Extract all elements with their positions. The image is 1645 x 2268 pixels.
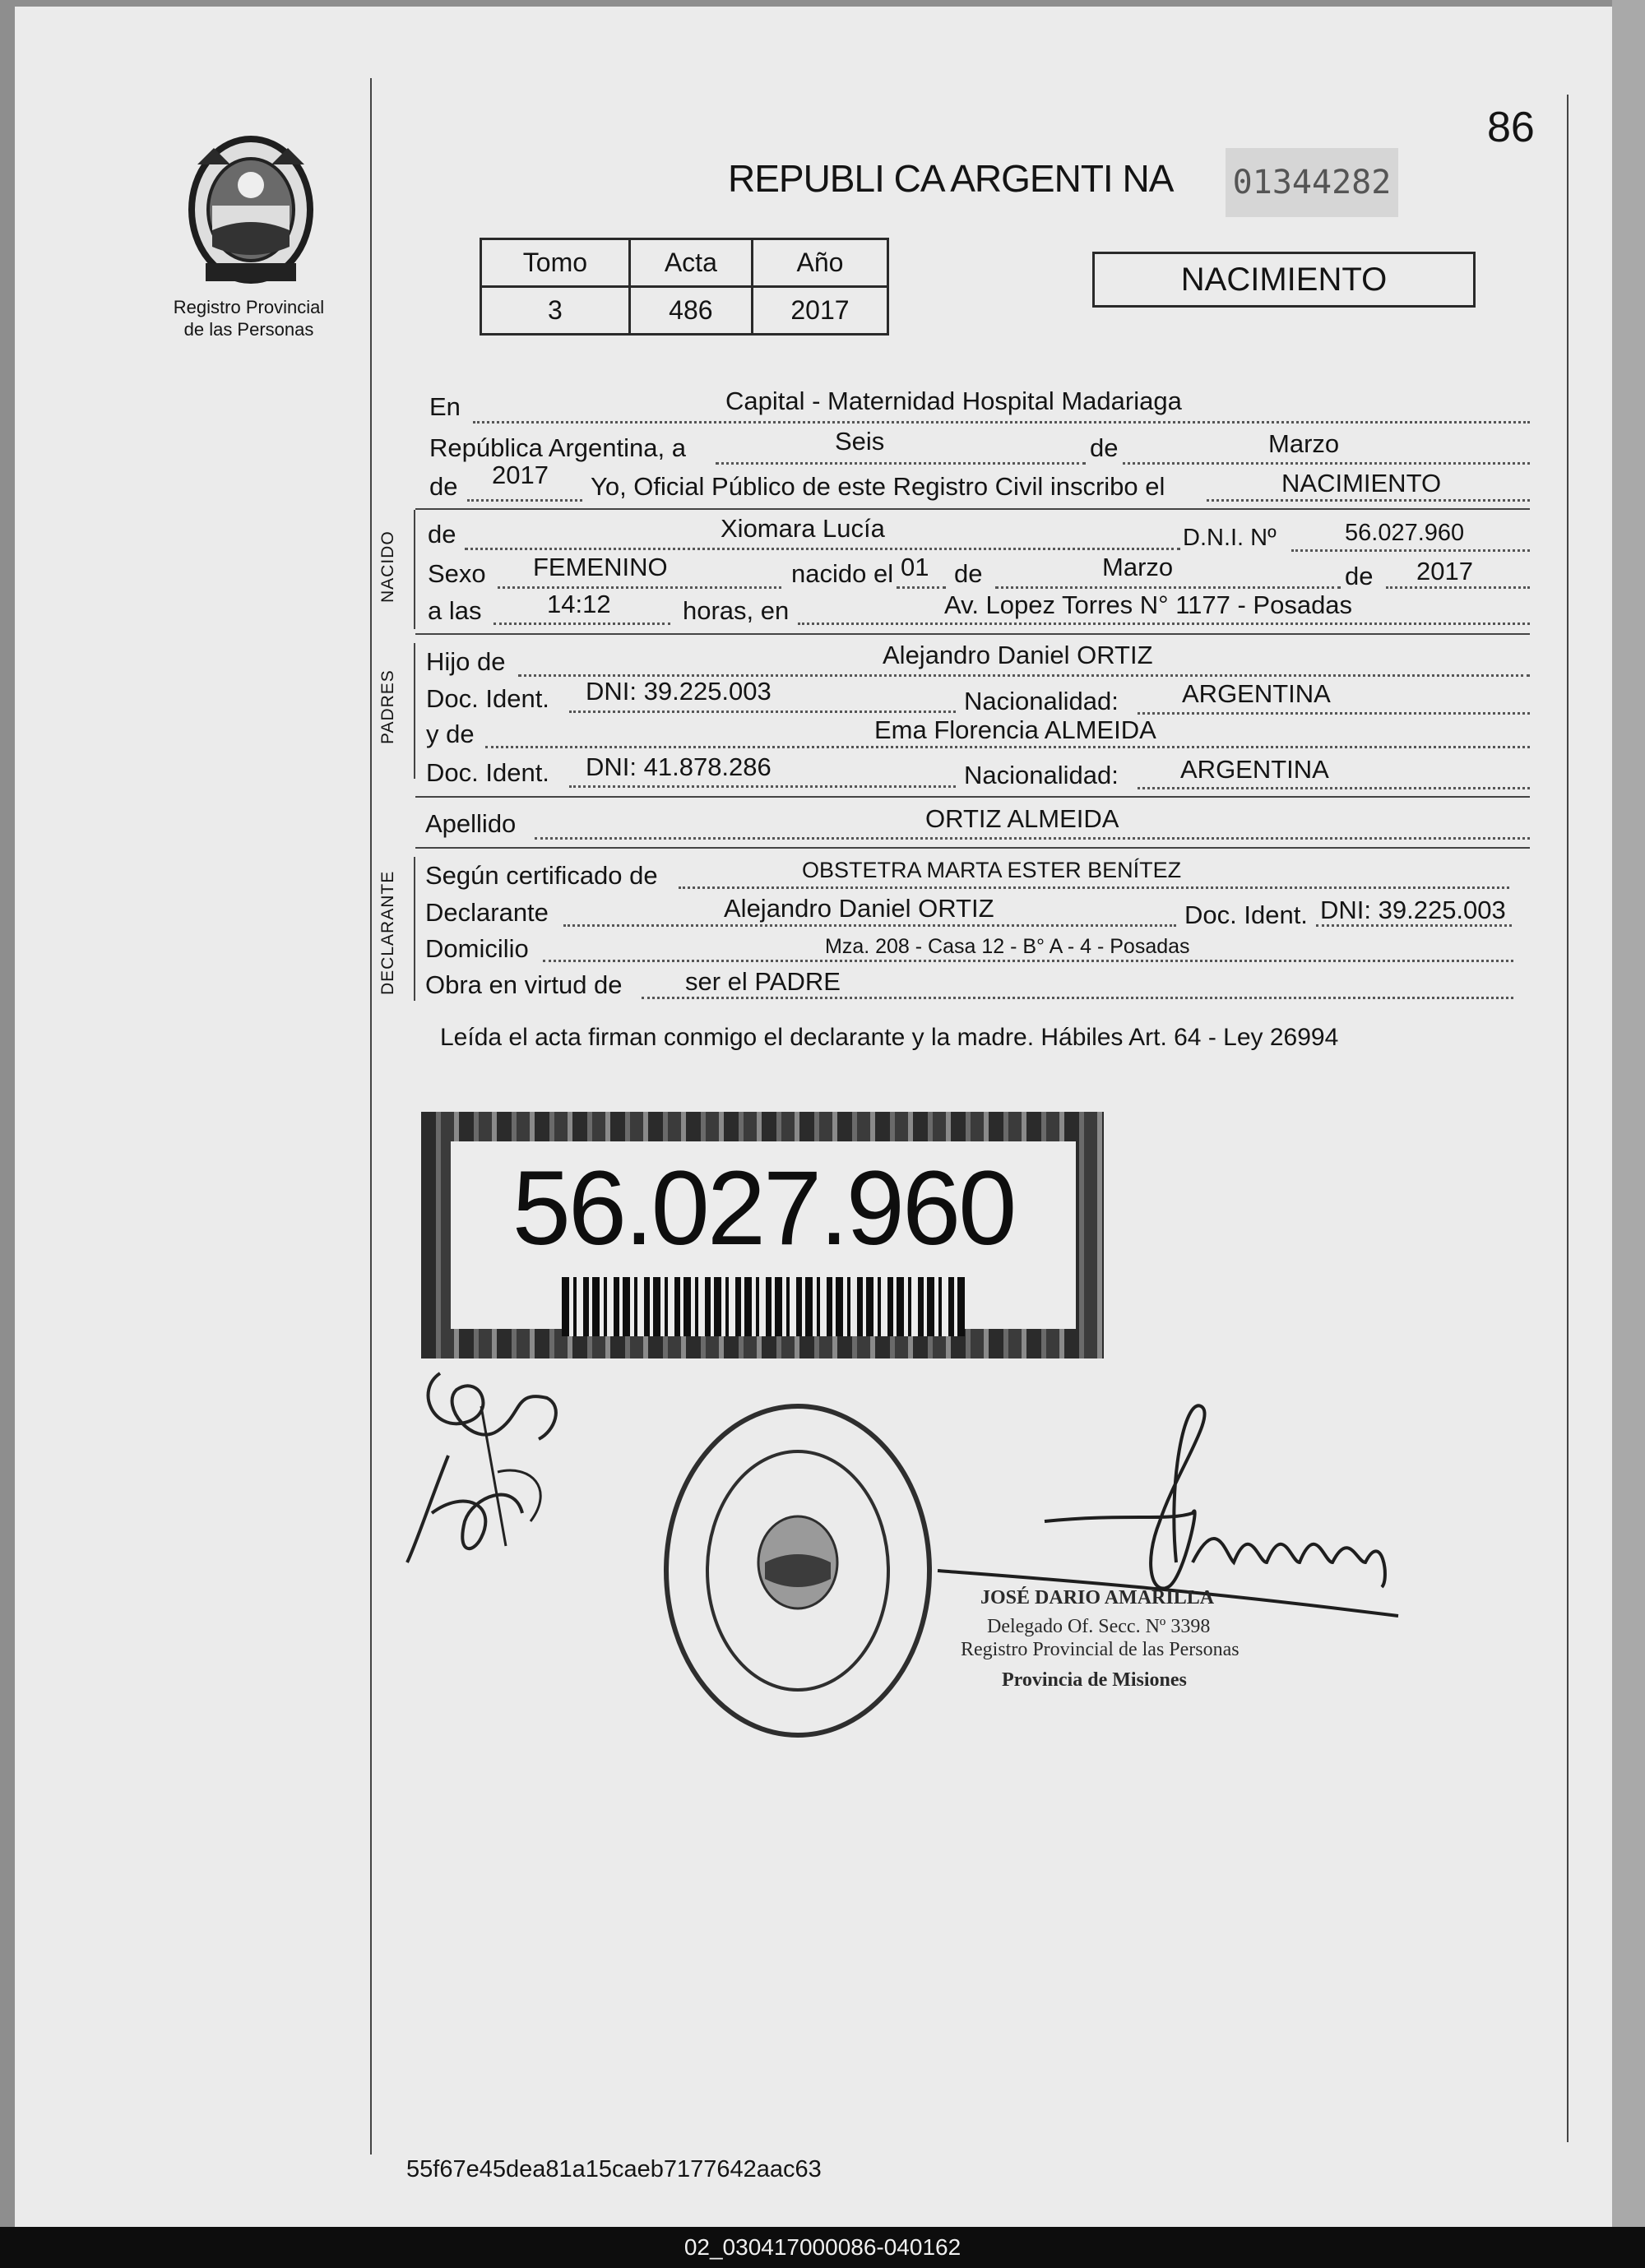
value-declarante: Alejandro Daniel ORTIZ [724, 894, 994, 923]
label-declarante: Declarante [425, 898, 549, 927]
left-margin-line [370, 78, 372, 2155]
dotted-line [642, 997, 1513, 999]
label-republica: República Argentina, a [429, 433, 686, 462]
label-horas-en: horas, en [683, 596, 790, 625]
dotted-line [543, 960, 1513, 962]
label-obra: Obra en virtud de [425, 970, 623, 999]
value-obra: ser el PADRE [685, 967, 841, 996]
official-role: Delegado Of. Secc. Nº 3398 [987, 1616, 1211, 1637]
header-anio: Año [752, 239, 887, 287]
section-rule [415, 633, 1530, 635]
label-de-anio-nac: de [1345, 562, 1374, 590]
closing-text: Leída el acta firman conmigo el declarante y la madre. Hábiles Art. 64 - Ley 26994 [440, 1024, 1339, 1051]
label-nacionalidad-padre: Nacionalidad: [964, 687, 1119, 715]
serial-number: 01344282 [1226, 148, 1398, 217]
dotted-line [679, 886, 1509, 889]
official-province: Provincia de Misiones [1002, 1669, 1187, 1691]
value-anio-nac: 2017 [1416, 557, 1473, 586]
value-domicilio: Mza. 208 - Casa 12 - B° A - 4 - Posadas [825, 935, 1190, 958]
nacido-bracket [414, 510, 415, 629]
dotted-line [498, 586, 781, 589]
dotted-line [995, 586, 1341, 589]
label-segun: Según certificado de [425, 861, 658, 890]
dotted-line [535, 837, 1530, 840]
value-nombre: Xiomara Lucía [721, 514, 885, 543]
value-dia-texto: Seis [835, 427, 885, 456]
label-de-nombre: de [428, 520, 456, 548]
dotted-line [485, 746, 1530, 748]
label-doc-madre: Doc. Ident. [426, 758, 549, 787]
label-apellido: Apellido [425, 809, 517, 838]
label-dni: D.N.I. Nº [1183, 525, 1277, 551]
dotted-line [1386, 586, 1530, 589]
dotted-line [465, 548, 1180, 550]
label-yo: Yo, Oficial Público de este Registro Civil inscribo el [591, 472, 1165, 501]
side-label-declarante: DECLARANTE [378, 870, 397, 995]
right-margin-line [1567, 95, 1569, 2142]
value-tomo: 3 [481, 287, 630, 335]
label-de-anio: de [429, 472, 458, 501]
book-table [480, 238, 889, 336]
record-type-box: NACIMIENTO [1092, 252, 1476, 308]
province-coat-of-arms-logo [181, 132, 321, 288]
dotted-line [897, 586, 946, 589]
dotted-line [473, 421, 1530, 424]
side-label-nacido: NACIDO [378, 530, 397, 603]
dotted-line [1123, 462, 1530, 465]
official-name: JOSÉ DARIO AMARILLA [980, 1587, 1215, 1608]
value-padre-nac: ARGENTINA [1182, 679, 1331, 708]
id-sticker-inner [451, 1141, 1076, 1329]
dotted-line [467, 499, 582, 502]
id-sticker [421, 1112, 1104, 1358]
value-apellido: ORTIZ ALMEIDA [925, 804, 1119, 833]
section-rule [415, 796, 1530, 798]
dotted-line [494, 623, 670, 625]
declarante-bracket [414, 857, 415, 1001]
dotted-line [716, 462, 1086, 465]
value-acta: 486 [629, 287, 752, 335]
country-header: REPUBLI CA ARGENTI NA [728, 157, 1174, 200]
value-declarante-doc: DNI: 39.225.003 [1320, 896, 1506, 924]
dotted-line [798, 623, 1530, 625]
dotted-line [1138, 712, 1530, 715]
value-anio: 2017 [492, 461, 549, 489]
footer-id-bar: 02_030417000086-040162 [0, 2227, 1645, 2268]
label-sexo: Sexo [428, 559, 486, 588]
value-madre-doc: DNI: 41.878.286 [586, 752, 772, 781]
registry-name: Registro Provincial de las Personas [173, 297, 325, 340]
value-dia-nac: 01 [901, 553, 929, 581]
label-nacido: nacido el [791, 559, 894, 588]
value-madre: Ema Florencia ALMEIDA [874, 715, 1156, 744]
dotted-line [563, 924, 1176, 927]
label-doc-padre: Doc. Ident. [426, 684, 549, 713]
value-mes-nac: Marzo [1102, 553, 1174, 581]
section-rule [415, 508, 1530, 510]
registry-seal [658, 1398, 938, 1743]
value-anio: 2017 [752, 287, 887, 335]
label-y-de: y de [426, 720, 475, 748]
value-padre-doc: DNI: 39.225.003 [586, 677, 772, 706]
dotted-line [1207, 499, 1530, 502]
declarant-signature [399, 1357, 588, 1571]
page-number: 86 [1487, 104, 1535, 151]
id-sticker-number: 56.027.960 [512, 1150, 1015, 1267]
value-hora: 14:12 [547, 590, 611, 618]
value-certificado: OBSTETRA MARTA ESTER BENÍTEZ [802, 858, 1182, 882]
label-a-las: a las [428, 596, 482, 625]
header-tomo: Tomo [481, 239, 630, 287]
value-sexo: FEMENINO [533, 553, 668, 581]
dotted-line [569, 785, 956, 788]
value-lugar-nac: Av. Lopez Torres N° 1177 - Posadas [944, 590, 1353, 619]
value-mes-texto: Marzo [1268, 429, 1340, 458]
label-hijo-de: Hijo de [426, 647, 506, 676]
header-acta: Acta [629, 239, 752, 287]
dotted-line [1138, 787, 1530, 789]
value-padre: Alejandro Daniel ORTIZ [883, 641, 1153, 669]
label-doc-declarante: Doc. Ident. [1184, 900, 1308, 929]
barcode [562, 1277, 965, 1336]
page-edge-shadow [1612, 0, 1645, 2268]
dotted-line [1291, 549, 1530, 552]
value-lugar: Capital - Maternidad Hospital Madariaga [725, 386, 1182, 415]
label-de-mes: de [1090, 433, 1119, 462]
padres-bracket [414, 643, 415, 779]
document-hash: 55f67e45dea81a15caeb7177642aac63 [406, 2156, 822, 2182]
value-tipo: NACIMIENTO [1281, 469, 1442, 498]
label-en: En [429, 392, 461, 421]
dotted-line [569, 710, 956, 713]
label-nacionalidad-madre: Nacionalidad: [964, 761, 1119, 789]
section-rule [415, 847, 1530, 849]
value-madre-nac: ARGENTINA [1180, 755, 1329, 784]
value-dni: 56.027.960 [1345, 520, 1465, 546]
label-domicilio: Domicilio [425, 934, 529, 963]
official-office: Registro Provincial de las Personas [961, 1639, 1240, 1660]
side-label-padres: PADRES [378, 669, 397, 744]
label-de-mes-nac: de [954, 559, 983, 588]
